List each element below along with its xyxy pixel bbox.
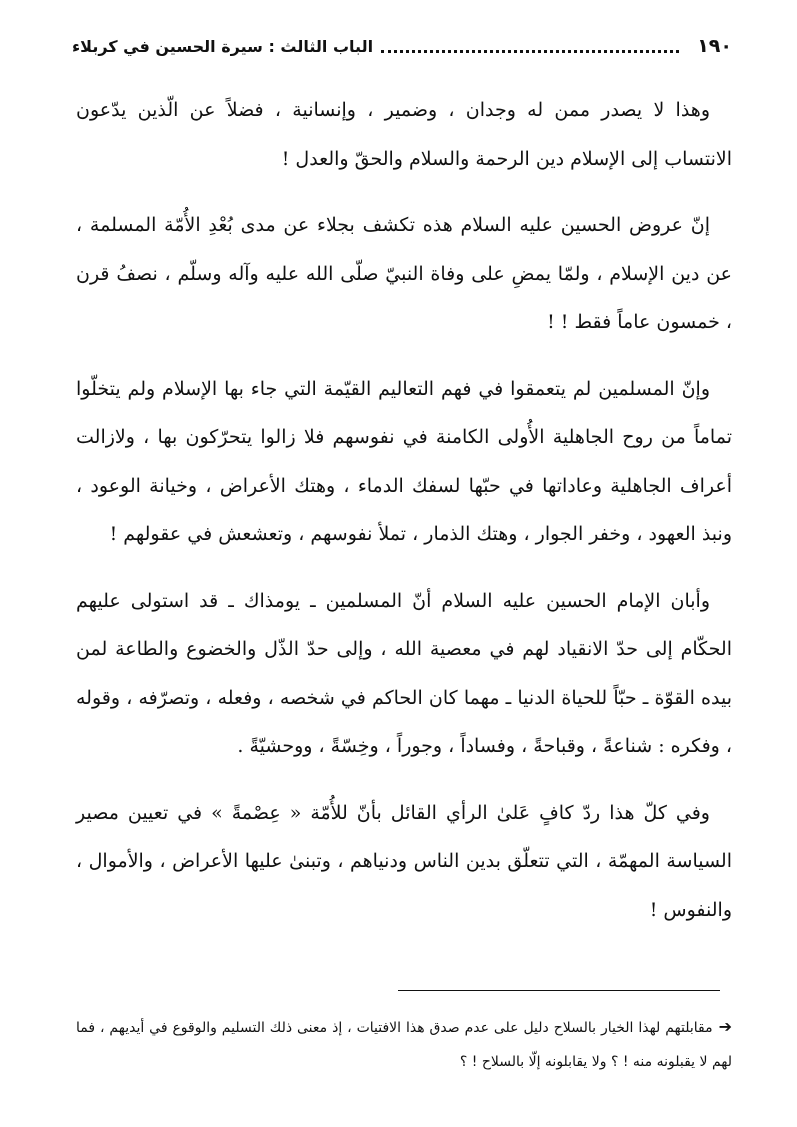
paragraph-4: وأبان الإمام الحسين عليه السلام أنّ المسلمين ـ يومذاك ـ قد استولى عليهم الحكّام إلى حدّ الانقياد لهم في معصية الله ، وإلى حدّ الذّل والخضوع والطاعة لمن بيده القوّة ـ حبّاً للحياة الدنيا ـ مهما كان الحاكم في شخصه ، وفعله ، وتصرّفه ، وقوله ، وفكره : شناعةً ، وقباحةً ، وفساداً ، وجوراً ، وخِسّةً ، ووحشيّةً .	[76, 589, 732, 757]
paragraph-2: إنّ عروض الحسين عليه السلام هذه تكشف بجلاء عن مدى بُعْدِ الأُمّة المسلمة ، عن دين الإسلام ، ولمّا يمضِ على وفاة النبيّ صلّى الله عليه وآله وسلّم ، نصفُ قرن ، خمسون عاماً فقط ! !	[76, 214, 732, 333]
paragraph-1: وهذا لا يصدر ممن له وجدان ، وضمير ، وإنسانية ، فضلاً عن الّذين يدّعون الانتساب إلى الإسلام دين الرحمة والسلام والحقّ والعدل !	[76, 99, 732, 170]
footnote-separator	[398, 990, 720, 991]
footnote-text: مقابلتهم لهذا الخيار بالسلاح دليل على عدم صدق هذا الافتيات ، إذ معنى ذلك التسليم والوقوع في أيديهم ، فما لهم لا يقبلونه منه ! ؟ ولا يقابلونه إلّا بالسلاح ! ؟	[76, 1020, 732, 1070]
paragraph-3: وإنّ المسلمين لم يتعمقوا في فهم التعاليم القيّمة التي جاء بها الإسلام ولم يتخلّوا تماماً من روح الجاهلية الأُولى الكامنة في نفوسهم فلا زالوا يتحرّكون بها ، ولازالت أعراف الجاهلية وعاداتها في حبّها لسفك الدماء ، وهتك الأعراض ، وخيانة الوعود ، ونبذ العهود ، وخفر الجوار ، وهتك الذمار ، تملأ نفوسهم ، وتعشعش في عقولهم !	[76, 377, 733, 545]
page-number: ١٩٠	[697, 35, 732, 57]
body-text	[76, 86, 732, 952]
paragraph-5: وفي كلّ هذا ردّ كافٍ عَلىٰ الرأي القائل بأنّ للأُمّة « عِصْمةً » في تعيين مصير السياسة المهمّة ، التي تتعلّق بدين الناس ودنياهم ، وتبنىٰ عليها الأعراض ، والأموال ، والنفوس !	[76, 801, 732, 921]
footnote	[76, 1010, 732, 1079]
chapter-title: الباب الثالث : سيرة الحسين في كربلاء	[72, 36, 374, 56]
running-header	[72, 32, 732, 60]
dotted-leader	[381, 40, 679, 53]
arrow-icon: ➔	[718, 1017, 732, 1036]
